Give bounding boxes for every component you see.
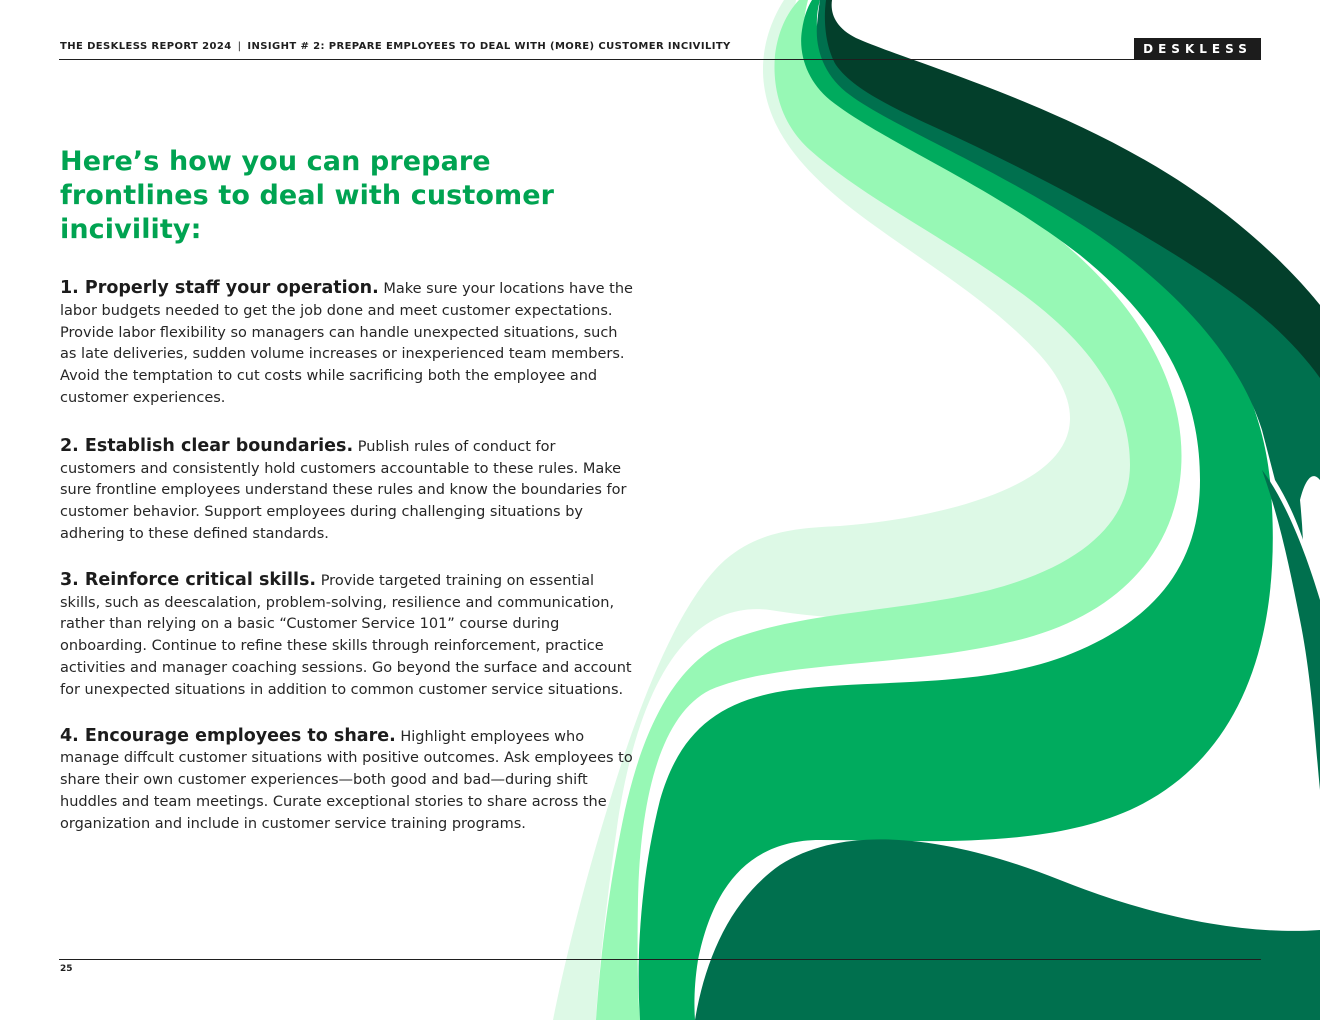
list-item-body: Provide targeted training on essential skills, such as deescalation, problem-solving, resilience and communication, rather than relying on a basic “Customer Service 101” course during onboarding. Continue to refine these skills through reinforcement, practice activities and manager coaching sessions. Go beyond the surface and account for unexpected situations in addition to common customer service situations. — [60, 572, 632, 698]
list-item-body: Make sure your locations have the labor budgets needed to get the job done and meet customer expectations. Provide labor flexibility so managers can handle unexpected situations, such as late deliveries, sudden volume increases or inexperienced team members. Avoid the temptation to cut costs while sacrificing both the employee and customer experiences. — [60, 281, 633, 406]
list-item — [60, 436, 635, 546]
running-header — [60, 41, 731, 52]
header-divider — [59, 59, 1261, 60]
list-item — [60, 726, 635, 836]
list-item-body: Publish rules of conduct for customers and consistently hold customers accountable to these rules. Make sure frontline employees understand these rules and know the boundaries for customer behavior. Support employees during challenging situations by adhering to these defined standards. — [60, 438, 627, 542]
list-item — [60, 570, 635, 702]
footer-divider — [59, 959, 1261, 960]
deskless-logo: DESKLESS — [1134, 38, 1261, 60]
page-number: 25 — [60, 964, 73, 974]
report-title: THE DESKLESS REPORT 2024 — [60, 41, 232, 52]
list-item-lead: 3. Reinforce critical skills. — [60, 569, 317, 590]
list-item-lead: 2. Establish clear boundaries. — [60, 435, 354, 456]
header-separator: | — [237, 41, 242, 52]
list-item-lead: 1. Properly staff your operation. — [60, 278, 379, 298]
main-content — [60, 145, 635, 836]
section-title: INSIGHT # 2: PREPARE EMPLOYEES TO DEAL WITH (MORE) CUSTOMER INCIVILITY — [247, 41, 731, 52]
list-item-lead: 4. Encourage employees to share. — [60, 725, 396, 746]
list-item — [60, 278, 635, 410]
list-item-body: Highlight employees who manage diffcult customer situations with positive outcomes. Ask employees to share their own customer experiences—both good and bad—during shift huddles and team meetings. Curate exceptional stories to share across the organization and include in customer service training programs. — [60, 728, 633, 832]
page-title: Here’s how you can prepare frontlines to deal with customer incivility: — [60, 146, 555, 245]
